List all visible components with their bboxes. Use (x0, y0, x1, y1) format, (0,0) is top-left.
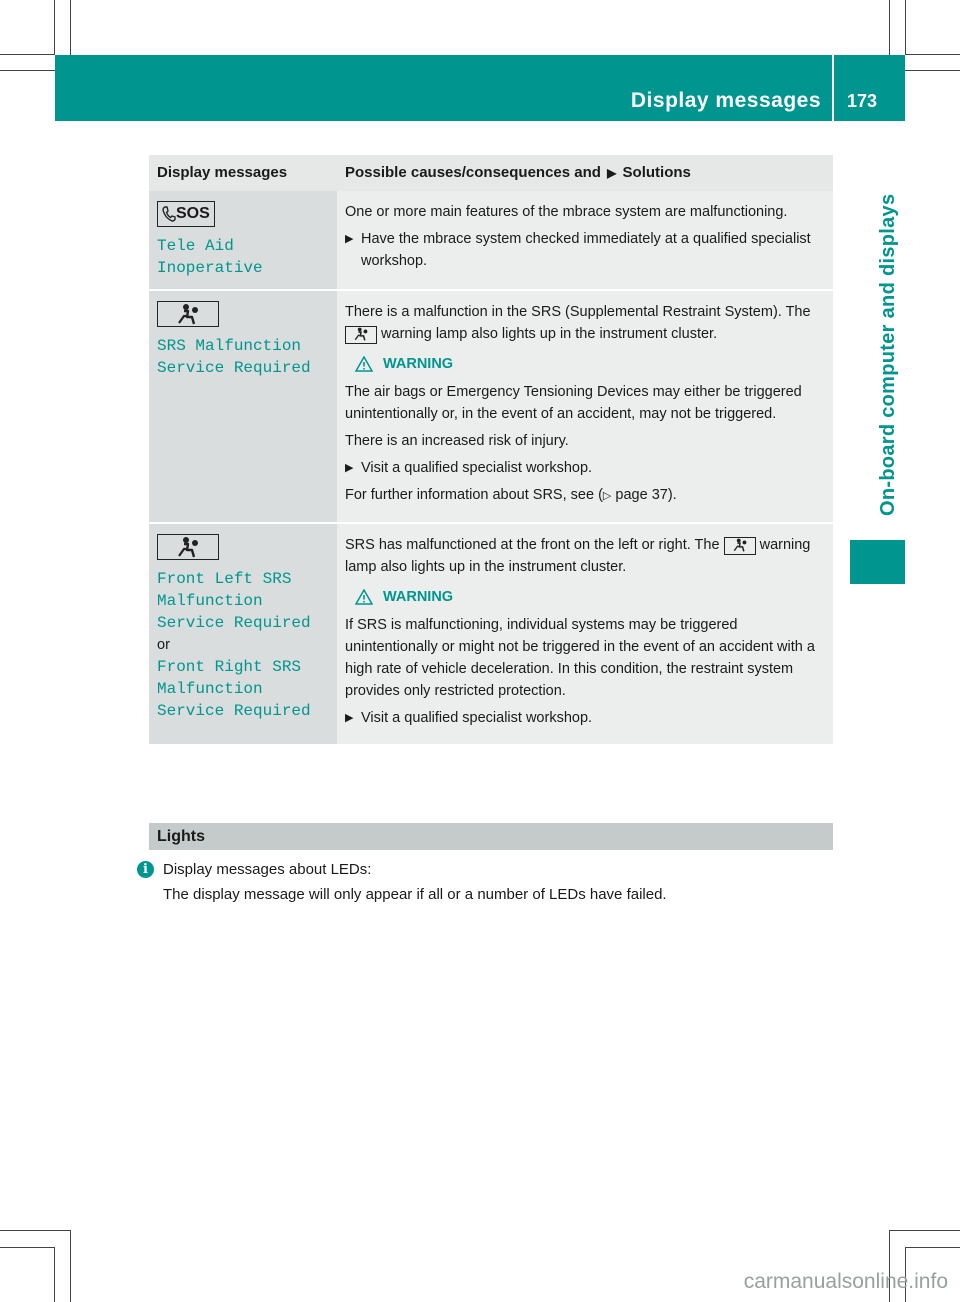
phone-icon (162, 206, 176, 222)
header-divider (832, 55, 834, 121)
reference-text (345, 484, 825, 507)
crop-mark (54, 1247, 55, 1302)
or-separator: or (157, 637, 170, 653)
airbag-warning-icon (157, 534, 219, 560)
display-messages-table (149, 155, 833, 744)
cause-text-part: There is a malfunction in the SRS (Supplemental Restraint System). The (345, 304, 811, 320)
info-text: The display message will only appear if all or a number of LEDs have failed. (163, 886, 667, 903)
action-item (345, 457, 825, 479)
cause-text-part: SRS has malfunctioned at the front on the left or right. The (345, 537, 720, 553)
warning-heading (345, 353, 825, 375)
cause-text-part: warning lamp also lights up in the instrument cluster. (345, 537, 811, 575)
message-text: SRS Malfunction (157, 337, 302, 355)
message-text: Malfunction (157, 592, 263, 610)
action-item (345, 228, 825, 272)
page-reference-link[interactable]: page 37). (615, 487, 677, 503)
page-ref-arrow-icon: ▷ (602, 490, 612, 502)
message-text: Inoperative (157, 259, 263, 277)
action-arrow-icon: ▶ (345, 233, 354, 245)
info-note-line (137, 857, 837, 882)
message-text: Service Required (157, 702, 311, 720)
crop-mark (70, 1230, 71, 1302)
message-text: Front Right SRS (157, 658, 302, 676)
warning-triangle-icon (355, 356, 373, 372)
warning-label: WARNING (383, 589, 454, 605)
cause-text (345, 301, 825, 345)
cause-text: One or more main features of the mbrace system are malfunctioning. (345, 204, 788, 220)
action-arrow-icon: ▶ (345, 462, 354, 474)
table-row (149, 290, 833, 523)
sos-phone-icon (157, 201, 215, 227)
column-header-messages: Display messages (149, 155, 337, 191)
airbag-warning-icon (345, 326, 377, 344)
message-cell (149, 191, 337, 290)
action-text: Visit a qualified specialist workshop. (361, 460, 593, 476)
watermark: carmanualsonline.info (743, 1270, 948, 1293)
page-title: Display messages (630, 89, 821, 112)
table-row (149, 523, 833, 744)
message-text: Malfunction (157, 680, 263, 698)
page-number: 173 (847, 91, 878, 111)
solution-cell (337, 523, 833, 744)
chapter-title: On-board computer and displays (877, 193, 899, 516)
info-text: Display messages about LEDs: (163, 861, 372, 878)
column-header-solutions-label: Solutions (622, 164, 691, 181)
column-header-solutions (337, 155, 833, 191)
play-arrow-icon: ▶ (607, 166, 617, 180)
crop-mark (0, 54, 55, 55)
action-text: Have the mbrace system checked immediately at a qualified specialist workshop. (361, 231, 811, 269)
action-text: Visit a qualified specialist workshop. (361, 710, 593, 726)
sos-label: SOS (176, 205, 210, 222)
action-arrow-icon: ▶ (345, 712, 354, 724)
message-text: Service Required (157, 359, 311, 377)
airbag-warning-icon (724, 537, 756, 555)
warning-heading (345, 586, 825, 608)
crop-mark (905, 54, 960, 55)
warning-text: If SRS is malfunctioning, individual systems may be triggered unintentionally or might not be triggered in the event of an accident with a high rate of vehicle deceleration. In this condition, the restraint system provides only restricted protection. (345, 617, 815, 699)
crop-mark (54, 0, 55, 55)
info-note (137, 857, 837, 907)
section-title: Lights (157, 828, 205, 845)
table-row (149, 191, 833, 290)
crop-mark (905, 0, 906, 55)
solution-cell (337, 191, 833, 290)
crop-mark (0, 1230, 70, 1231)
crop-mark (905, 1247, 960, 1248)
message-text: Front Left SRS (157, 570, 292, 588)
message-text: Service Required (157, 614, 311, 632)
reference-text-part: For further information about SRS, see ( (345, 487, 603, 503)
message-cell (149, 523, 337, 744)
crop-mark (890, 1230, 960, 1231)
action-item (345, 707, 825, 729)
warning-text: The air bags or Emergency Tensioning Devices may either be triggered unintentionally or, in the event of an accident, may not be triggered. (345, 384, 802, 422)
cause-text-part: warning lamp also lights up in the instrument cluster. (381, 326, 718, 342)
solution-cell (337, 290, 833, 523)
crop-mark (0, 1247, 55, 1248)
message-cell (149, 290, 337, 523)
page-header (55, 55, 905, 121)
warning-label: WARNING (383, 356, 454, 372)
chapter-tab (850, 121, 905, 531)
message-text: Tele Aid (157, 237, 234, 255)
section-heading-bar (149, 823, 833, 850)
airbag-warning-icon (157, 301, 219, 327)
cause-text (345, 534, 825, 578)
info-icon: i (137, 861, 154, 878)
warning-triangle-icon (355, 589, 373, 605)
column-header-causes: Possible causes/consequences and (345, 164, 601, 181)
chapter-marker (850, 540, 905, 584)
risk-text: There is an increased risk of injury. (345, 433, 569, 449)
